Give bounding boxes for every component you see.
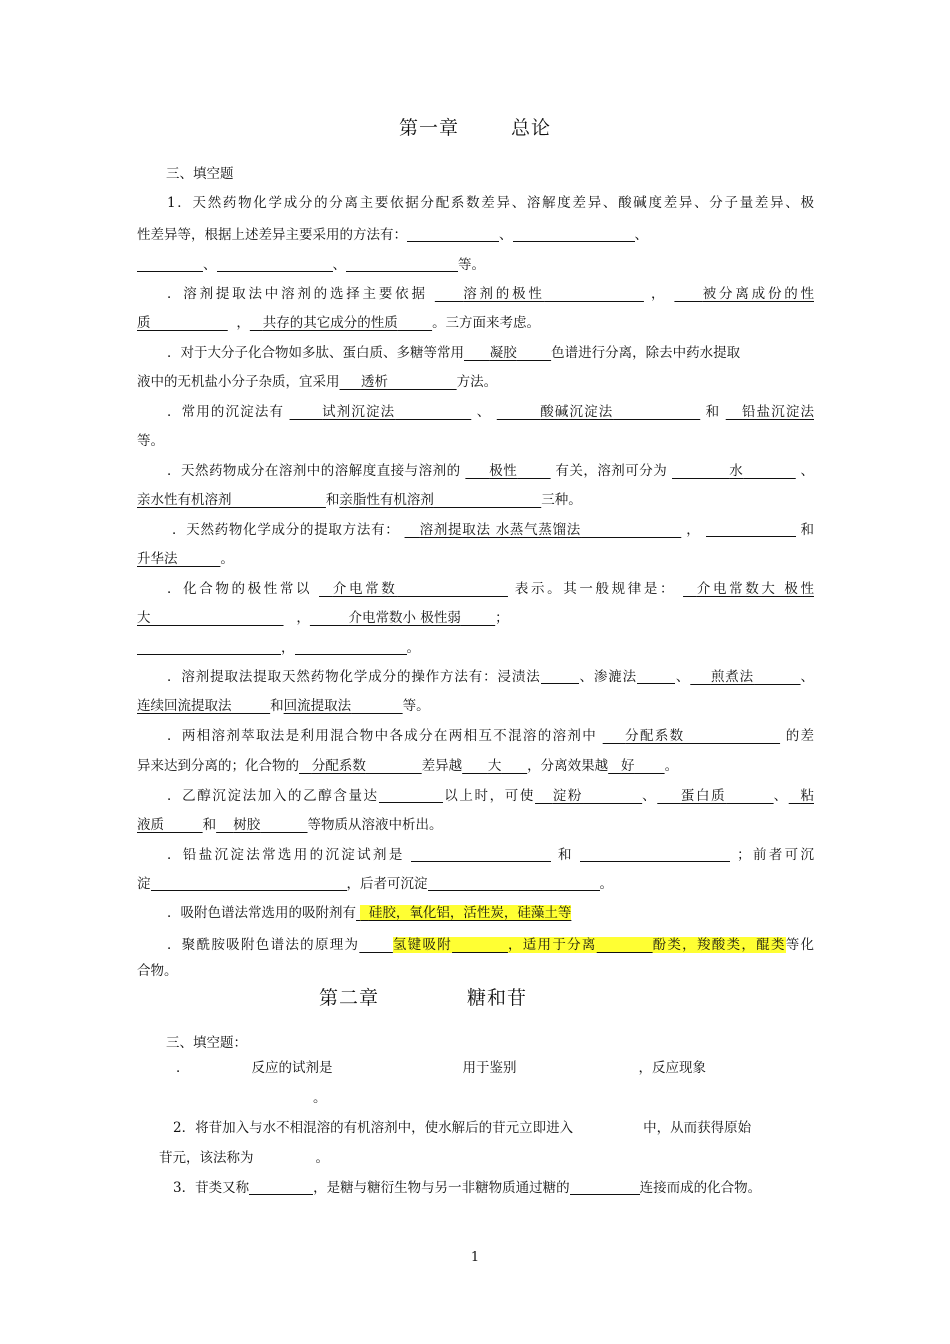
question-1-line-2: 性差异等，根据上述差异主要采用的方法有： 、 、 (137, 227, 648, 243)
answer: 亲脂性有机溶剂 (339, 492, 434, 508)
answer: 树胶 (233, 817, 261, 833)
question-4-line-2: 等。 (137, 433, 164, 449)
answer-blank[interactable] (379, 788, 443, 803)
question-8-line-1: ．溶剂提取法提取天然药物化学成分的操作方法有：浸渍法 、渗漉法 、 煎煮法 、 (167, 669, 814, 685)
question-7-line-3: ， 。 (137, 638, 814, 658)
answer: 水 (729, 463, 744, 479)
answer-blank[interactable] (137, 257, 203, 272)
question-12-line-1: ．吸附色谱法常选用的吸附剂有 硅胶，氧化铝，活性炭，硅藻土等 (167, 905, 572, 921)
question-1-line-1: 1．天然药物化学成分的分离主要依据分配系数差异、溶解度差异、酸碱度差异、分子量差异、极 (167, 195, 814, 211)
answer: 极性 (489, 463, 518, 479)
answer: 蛋白质 (680, 788, 727, 804)
chapter-name: 总论 (511, 117, 552, 139)
section-heading: 三、填空题 (166, 166, 234, 182)
answer-blank[interactable] (541, 669, 579, 684)
chapter-1-title (0, 113, 950, 140)
answer: 回流提取法 (283, 698, 352, 714)
answer: 被分离成份的性 (702, 286, 814, 302)
answer: 升华法 (137, 551, 178, 567)
question-9-line-2: 异来达到分离的；化合物的 分配系数 差异越 大 ，分离效果越 好 。 (137, 758, 679, 774)
question-7-line-1: ．化合物的极性常以 介电常数 表示。其一般规律是： 介电常数大 极性 (167, 581, 814, 597)
chapter-2-question-2-line-2: 苷元，该法称为 。 (159, 1150, 329, 1166)
answer: 溶剂提取法 水蒸气蒸馏法 (419, 522, 582, 538)
answer: 试剂沉淀法 (322, 404, 396, 420)
answer-blank[interactable] (249, 1180, 313, 1195)
answer: 凝胶 (489, 345, 517, 361)
answer: 大 (487, 758, 502, 774)
answer-blank[interactable] (295, 640, 407, 655)
answer-blank[interactable] (428, 876, 600, 891)
section-heading: 三、填空题： (166, 1035, 247, 1051)
answer-blank[interactable] (137, 640, 281, 655)
highlighted-answer: 氢键吸附 ，适用于分离 酚类，羧酸类，醌类 (392, 937, 786, 953)
question-2-line-1: ．溶剂提取法中溶剂的选择主要依据 溶剂的极性 ， 被分离成份的性 (167, 286, 814, 302)
answer: 质 (137, 315, 151, 331)
answer-blank[interactable] (151, 876, 347, 891)
answer: 亲水性有机溶剂 (137, 492, 232, 508)
answer: 介电常数 (332, 581, 398, 597)
answer-blank[interactable] (217, 257, 333, 272)
answer: 大 (137, 610, 151, 626)
chapter-number: 第二章 (318, 987, 379, 1009)
answer-blank[interactable] (513, 227, 635, 242)
answer: 液质 (137, 817, 164, 833)
answer-blank[interactable] (637, 669, 675, 684)
answer-blank[interactable] (411, 847, 551, 862)
question-3-line-1: ．对于大分子化合物如多肽、蛋白质、多糖等常用 凝胶 色谱进行分离，除去中药水提取 (167, 345, 741, 361)
question-10-line-1: ．乙醇沉淀法加入的乙醇含量达 以上时，可使 淀粉 、 蛋白质 、 粘 (167, 788, 814, 804)
chapter-2-question-1-line-1: ． 反应的试剂是 用于鉴别 ，反应现象 (176, 1060, 706, 1076)
question-7-line-2: 大 ， 介电常数小 极性弱 ； (137, 610, 509, 626)
question-5-line-2: 亲水性有机溶剂 和亲脂性有机溶剂 三种。 (137, 492, 582, 508)
answer (359, 937, 393, 953)
page-number: 1 (470, 1250, 480, 1265)
question-13-line-1: ．聚酰胺吸附色谱法的原理为 氢键吸附 ，适用于分离 酚类，羧酸类，醌类等化 (167, 937, 814, 953)
question-6-line-1: ．天然药物化学成分的提取方法有： 溶剂提取法 水蒸气蒸馏法 ， 和 (172, 522, 814, 538)
chapter-name: 糖和苷 (467, 987, 528, 1009)
chapter-2-question-1-line-2: 。 (313, 1090, 327, 1106)
answer: 酸碱沉淀法 (540, 404, 614, 420)
question-3-line-2: 液中的无机盐小分子杂质，宜采用 透析 方法。 (137, 374, 498, 390)
chapter-2-title (0, 983, 898, 1010)
chapter-2-question-3-line-1: 3．苷类又称 ，是糖与糖衍生物与另一非糖物质通过糖的 连接而成的化合物。 (173, 1180, 762, 1196)
answer-blank[interactable] (570, 1180, 640, 1195)
chapter-2-question-2-line-1: 2．将苷加入与水不相混溶的有机溶剂中，使水解后的苷元立即进入 中，从而获得原始 (173, 1120, 752, 1136)
question-11-line-1: ．铅盐沉淀法常选用的沉淀试剂是 和 ；前者可沉 (167, 847, 814, 863)
answer: 煎煮法 (710, 669, 755, 685)
answer-blank[interactable] (407, 227, 499, 242)
answer: 介电常数大 极性 (696, 581, 814, 597)
question-9-line-1: ．两相溶剂萃取法是利用混合物中各成分在两相互不混溶的溶剂中 分配系数 的差 (167, 728, 814, 744)
answer-blank[interactable] (346, 257, 458, 272)
question-5-line-1: ．天然药物成分在溶剂中的溶解度直接与溶剂的 极性 有关，溶剂可分为 水 、 (167, 463, 814, 479)
answer: 共存的其它成分的性质 (262, 315, 398, 331)
answer: 淀粉 (552, 788, 584, 804)
question-13-line-2: 合物。 (137, 963, 178, 979)
answer: 铅盐沉淀法 (742, 404, 814, 420)
answer: 好 (621, 758, 635, 774)
question-4-line-1: ．常用的沉淀法有 试剂沉淀法 、 酸碱沉淀法 和 铅盐沉淀法 (167, 404, 814, 420)
question-1-line-3: 、 、 等。 (137, 255, 814, 275)
answer: 分配系数 (311, 758, 366, 774)
answer-blank[interactable] (706, 522, 796, 537)
answer: 粘 (800, 788, 814, 804)
answer: 介电常数小 极性弱 (348, 610, 461, 626)
answer: 连续回流提取法 (137, 698, 232, 714)
question-6-line-2: 升华法 。 (137, 551, 234, 567)
answer: 溶剂的极性 (463, 286, 545, 302)
question-8-line-2: 连续回流提取法 和回流提取法 等。 (137, 698, 430, 714)
highlighted-answer: 硅胶，氧化铝，活性炭，硅藻土等 (360, 905, 571, 921)
question-11-line-2: 淀 ，后者可沉淀 。 (137, 876, 613, 892)
question-2-line-2: 质 ， 共存的其它成分的性质 。三方面来考虑。 (137, 315, 541, 331)
chapter-number: 第一章 (398, 117, 459, 139)
answer: 分配系数 (625, 728, 685, 744)
answer-blank[interactable] (580, 847, 730, 862)
answer: 透析 (360, 374, 388, 390)
question-10-line-2: 液质 和 树胶 等物质从溶液中析出。 (137, 817, 443, 833)
